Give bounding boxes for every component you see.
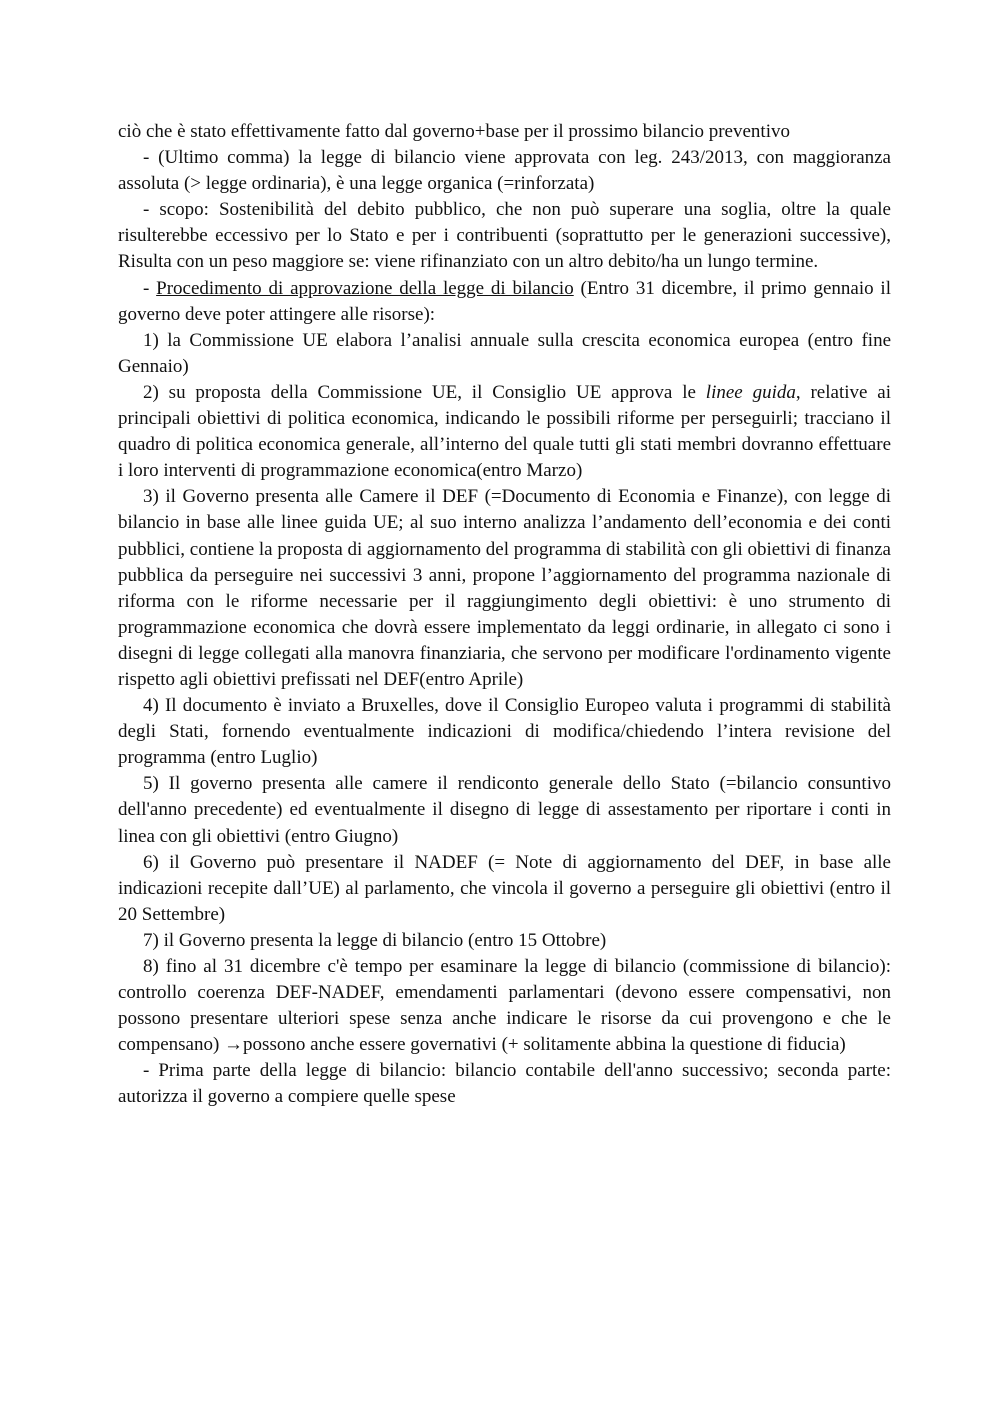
step-5: 5) Il governo presenta alle camere il rendiconto generale dello Stato (=bilancio consuntivo dell'anno precedente) ed eventualmente il disegno di legge di assestamento per riportare i conti in linea con gli obiettivi (entro Giugno) — [118, 773, 891, 847]
bullet-procedimento — [118, 276, 891, 328]
step-6: 6) il Governo può presentare il NADEF (= Note di aggiornamento del DEF, in base alle indicazioni recepite dall’UE) al parlamento, che vincola il governo a perseguire gli obiettivi (entro il 20 Settembre) — [118, 851, 891, 925]
bullet-scopo: - scopo: Sostenibilità del debito pubblico, che non può superare una soglia, oltre la quale risulterebbe eccessivo per lo Stato e per i contribuenti (soprattutto per le generazioni successive), Risulta con un peso maggiore se: viene rifinanziato con un altro debito/ha un lungo termine. — [118, 199, 891, 273]
paragraph-continuation: ciò che è stato effettivamente fatto dal governo+base per il prossimo bilancio preventivo — [118, 121, 790, 142]
section-heading-underlined: Procedimento di approvazione della legge di bilancio — [156, 277, 574, 299]
bullet-procedimento-rest: (Entro 31 dicembre, il primo gennaio il governo deve poter attingere alle risorse): — [118, 277, 891, 325]
bullet-dash: - — [143, 277, 157, 299]
step-7: 7) il Governo presenta la legge di bilancio (entro 15 Ottobre) — [143, 929, 607, 951]
bullet-prima-parte: - Prima parte della legge di bilancio: bilancio contabile dell'anno successivo; seconda parte: autorizza il governo a compiere quelle spese — [118, 1060, 891, 1108]
step-8: 8) fino al 31 dicembre c'è tempo per esaminare la legge di bilancio (commissione di bilancio): controllo coerenza DEF-NADEF, emendamenti parlamentari (devono essere compensativi, non possono presentare ulteriori spese senza anche indicare le risorse da cui provengono e che le compensano) →possono anche essere governativi (+ solitamente abbina la questione di fiducia) — [118, 956, 891, 1056]
document-body — [118, 119, 891, 1111]
step-4: 4) Il documento è inviato a Bruxelles, dove il Consiglio Europeo valuta i programmi di stabilità degli Stati, fornendo eventualmente indicazioni di modifica/chiedendo l’intera revisione del programma (entro Luglio) — [118, 695, 891, 769]
step-2-before: 2) su proposta della Commissione UE, il Consiglio UE approva le — [143, 381, 706, 403]
step-2-italic-term: linee guida — [705, 381, 796, 403]
step-1: 1) la Commissione UE elabora l’analisi annuale sulla crescita economica europea (entro fine Gennaio) — [118, 329, 891, 377]
step-3: 3) il Governo presenta alle Camere il DEF (=Documento di Economia e Finanze), con legge di bilancio in base alle linee guida UE; al suo interno analizza l’andamento dell’economia e dei conti pubblici, contiene la proposta di aggiornamento del programma di stabilità con gli obiettivi di finanza pubblica da perseguire nei successivi 3 anni, propone l’aggiornamento del programma nazionale di riforma con le riforme necessarie per il raggiungimento degli obiettivi: è uno strumento di programmazione economica che dovrà essere implementato da leggi ordinarie, in allegato ci sono i disegni di legge collegati alla manovra finanziaria, che servono per modificare l'ordinamento vigente rispetto agli obiettivi prefissati nel DEF(entro Aprile) — [118, 486, 891, 690]
bullet-ultimo-comma: - (Ultimo comma) la legge di bilancio viene approvata con leg. 243/2013, con maggioranza assoluta (> legge ordinaria), è una legge organica (=rinforzata) — [118, 147, 891, 195]
step-2-after: , relative ai principali obiettivi di politica economica, indicando le possibili riforme per perseguirli; tracciano il quadro di politica economica generale, all’interno del quale tutti gli stati membri dovranno effettuare i loro interventi di programmazione economica(entro Marzo) — [118, 381, 891, 482]
step-2 — [118, 380, 891, 484]
